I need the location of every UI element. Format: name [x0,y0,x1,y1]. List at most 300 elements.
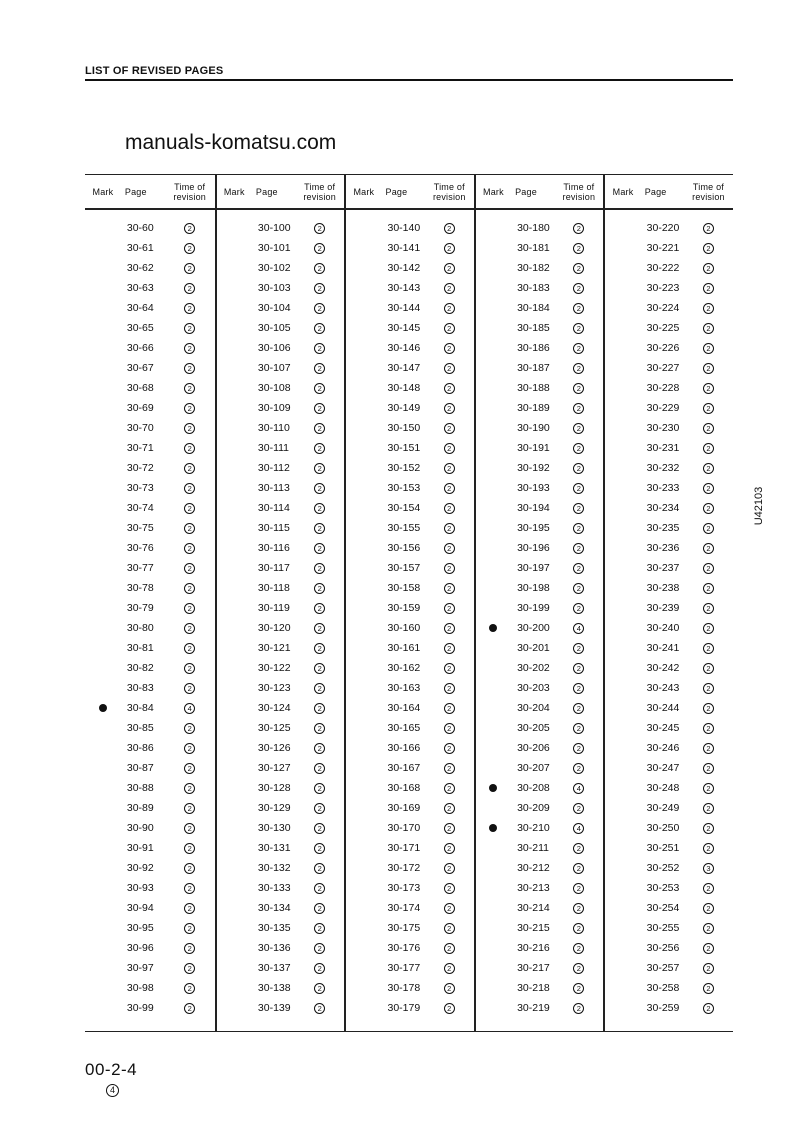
page-cell: 30-178 [387,982,421,994]
revision-cell [684,683,733,694]
table-row [476,298,604,318]
revision-number-circle: 2 [314,863,325,874]
revision-number-circle: 2 [314,483,325,494]
page-cell: 30-154 [387,502,421,514]
page-cell: 30-82 [126,662,154,674]
table-row [605,318,733,338]
header-mark: Mark [483,186,504,197]
revision-cell [425,923,474,934]
revision-number-circle: 2 [573,803,584,814]
table-row [605,778,733,798]
page-cell: 30-219 [517,1002,550,1014]
revision-cell [425,243,474,254]
table-row [476,738,604,758]
revision-cell [165,863,215,874]
revision-cell [684,923,733,934]
revision-cell [554,863,603,874]
table-row [217,638,345,658]
revision-cell [295,343,344,354]
page-cell: 30-163 [387,682,421,694]
revision-cell [165,723,215,734]
page-cell: 30-223 [646,282,680,294]
revision-number-circle: 2 [573,543,584,554]
page-cell: 30-198 [517,582,550,594]
header-page: Page [644,186,667,197]
revision-cell [165,843,215,854]
page-cell: 30-136 [257,942,291,954]
revision-number-circle: 2 [703,623,714,634]
page-cell: 30-244 [646,702,680,714]
revision-number-circle: 2 [444,243,455,254]
table-row [217,478,345,498]
revision-cell [554,703,603,714]
revision-number-circle: 2 [573,703,584,714]
page-cell: 30-164 [387,702,421,714]
revision-cell [425,523,474,534]
revision-number-circle: 2 [444,383,455,394]
header-mark: Mark [353,186,375,197]
revision-number-circle: 2 [314,463,325,474]
revision-cell [684,383,733,394]
table-row [217,778,345,798]
table-row [605,498,733,518]
revision-number-circle: 2 [184,883,195,894]
page-cell: 30-102 [257,262,291,274]
revision-cell [295,1003,344,1014]
revision-number-circle: 2 [314,663,325,674]
table-row [476,678,604,698]
page-cell: 30-242 [646,662,680,674]
revision-cell [684,703,733,714]
revision-cell [425,643,474,654]
revision-cell [684,463,733,474]
revision-number-circle: 2 [444,603,455,614]
page-cell: 30-74 [126,502,154,514]
page-cell: 30-112 [257,462,290,474]
revision-number-circle: 2 [444,423,455,434]
revision-cell [295,503,344,514]
revision-number-circle: 2 [703,823,714,834]
table-row [346,498,474,518]
page-cell: 30-231 [646,442,680,454]
revision-cell [554,743,603,754]
revision-cell [554,363,603,374]
revision-cell [295,783,344,794]
revision-number-circle: 2 [314,503,325,514]
revision-number-circle: 2 [444,343,455,354]
revision-number-circle: 2 [314,243,325,254]
page-cell: 30-100 [257,222,291,234]
revision-number-circle: 2 [703,923,714,934]
table-row [85,738,215,758]
table-row [605,678,733,698]
table-row [85,418,215,438]
table-row [605,558,733,578]
page-cell: 30-157 [387,562,421,574]
revision-cell [165,503,215,514]
table-row [476,418,604,438]
revision-number-circle: 2 [444,803,455,814]
table-row [346,938,474,958]
revision-number-circle: 2 [314,783,325,794]
revision-number-circle: 2 [573,683,584,694]
revision-number-circle: 2 [444,303,455,314]
page-cell: 30-140 [387,222,421,234]
page-cell: 30-251 [646,842,680,854]
revision-number-circle: 2 [703,783,714,794]
revision-cell [554,1003,603,1014]
table-row [85,498,215,518]
revision-cell [425,383,474,394]
revision-cell [684,223,733,234]
revision-mark-dot [489,784,497,792]
revision-cell [425,623,474,634]
revision-number-circle: 2 [703,363,714,374]
page-cell: 30-247 [646,762,680,774]
page-cell: 30-187 [517,362,550,374]
page-cell: 30-196 [517,542,550,554]
page-cell: 30-88 [126,782,154,794]
table-row [217,978,345,998]
page-cell: 30-216 [517,942,550,954]
table-row [217,538,345,558]
table-row [476,378,604,398]
page-cell: 30-167 [387,762,421,774]
revision-number-circle: 2 [573,443,584,454]
table-row [85,278,215,298]
revision-cell [684,483,733,494]
table-row [85,478,215,498]
footer-revision-circle: 4 [106,1084,119,1097]
page-cell: 30-220 [646,222,680,234]
table-row [476,478,604,498]
page-cell: 30-210 [517,822,550,834]
revision-number-circle: 2 [573,423,584,434]
revision-number-circle: 2 [444,703,455,714]
table-row [217,878,345,898]
table-row [85,718,215,738]
table-row [85,998,215,1018]
page-cell: 30-243 [646,682,680,694]
revision-cell [684,983,733,994]
column-header [476,175,604,210]
table-row [217,798,345,818]
page-cell: 30-129 [257,802,291,814]
revision-cell [165,363,215,374]
page-cell: 30-222 [646,262,680,274]
page-cell: 30-149 [387,402,421,414]
revision-cell [554,283,603,294]
revision-cell [554,883,603,894]
page-cell: 30-133 [257,882,291,894]
revision-number-circle: 2 [703,423,714,434]
revision-cell [425,323,474,334]
page-cell: 30-143 [387,282,421,294]
revision-number-circle: 2 [703,463,714,474]
revision-cell [295,743,344,754]
revision-number-circle: 2 [573,483,584,494]
table-row [346,258,474,278]
revision-cell [684,723,733,734]
header-mark: Mark [612,186,634,197]
header-page: Page [515,186,537,197]
table-row [476,698,604,718]
page-cell: 30-68 [126,382,154,394]
table-row [605,518,733,538]
revision-number-circle: 2 [703,903,714,914]
header-time-of-revision: Time of revision [432,181,466,202]
table-row [217,258,345,278]
revision-cell [425,283,474,294]
table-row [217,218,345,238]
page-cell: 30-177 [387,962,421,974]
page-cell: 30-85 [126,722,154,734]
page-cell: 30-200 [517,622,550,634]
revision-cell [425,683,474,694]
table-row [605,238,733,258]
table-row [217,498,345,518]
page-cell: 30-258 [646,982,680,994]
revision-number-circle: 2 [444,663,455,674]
table-row [476,518,604,538]
revision-cell [295,583,344,594]
page-cell: 30-114 [257,502,290,514]
page-cell: 30-126 [257,742,291,754]
table-row [217,598,345,618]
revision-cell [425,363,474,374]
page-cell: 30-72 [126,462,154,474]
revision-cell [425,723,474,734]
table-row [605,458,733,478]
revision-cell [425,1003,474,1014]
table-row [85,658,215,678]
table-row [85,238,215,258]
page-cell: 30-77 [126,562,154,574]
revision-number-circle: 2 [573,463,584,474]
table-row [605,298,733,318]
page-cell: 30-181 [517,242,550,254]
revision-number-circle: 2 [444,443,455,454]
table-row [85,898,215,918]
page-cell: 30-81 [126,642,154,654]
page-cell: 30-239 [646,602,680,614]
table-row [346,898,474,918]
revision-cell [295,283,344,294]
table-row [605,938,733,958]
page-cell: 30-238 [646,582,680,594]
page-cell: 30-139 [257,1002,291,1014]
page-cell: 30-254 [646,902,680,914]
revision-cell [684,823,733,834]
table-row [605,218,733,238]
revision-number-circle: 2 [573,363,584,374]
table-row [476,598,604,618]
revision-number-circle: 2 [314,883,325,894]
revision-cell [165,603,215,614]
revision-number-circle: 2 [314,543,325,554]
table-row [217,418,345,438]
page-cell: 30-217 [517,962,550,974]
table-row [346,638,474,658]
revision-cell [425,863,474,874]
revision-number-circle: 2 [314,523,325,534]
table-row [85,218,215,238]
revision-number-circle: 2 [184,763,195,774]
page-cell: 30-122 [257,662,291,674]
page-cell: 30-125 [257,722,291,734]
revision-cell [165,783,215,794]
footer-page-number: 00-2-4 [85,1060,138,1079]
revision-number-circle: 2 [573,863,584,874]
revision-cell [165,223,215,234]
page-cell: 30-184 [517,302,550,314]
table-row [605,998,733,1018]
table-row [217,398,345,418]
page-cell: 30-107 [257,362,291,374]
table-row [346,378,474,398]
page-cell: 30-252 [646,862,680,874]
revision-cell [554,943,603,954]
revision-mark-dot [99,704,107,712]
page-cell: 30-118 [257,582,290,594]
revision-number-circle: 2 [444,763,455,774]
table-row [605,578,733,598]
page-cell: 30-191 [517,442,550,454]
revision-cell [425,423,474,434]
page-cell: 30-224 [646,302,680,314]
table-row [346,998,474,1018]
revision-cell [425,503,474,514]
revision-cell [554,903,603,914]
page-cell: 30-204 [517,702,550,714]
page-cell: 30-106 [257,342,291,354]
table-row [85,438,215,458]
table-row [476,338,604,358]
table-row [346,598,474,618]
table-row [85,258,215,278]
page-cell: 30-83 [126,682,154,694]
revision-number-circle: 4 [573,623,584,634]
revision-number-circle: 2 [573,1003,584,1014]
header-mark: Mark [92,186,114,197]
revision-cell [684,763,733,774]
table-row [85,958,215,978]
table-row [217,818,345,838]
revision-number-circle: 2 [573,383,584,394]
page-cell: 30-66 [126,342,154,354]
table-row [346,918,474,938]
revision-cell [684,803,733,814]
revision-number-circle: 2 [703,983,714,994]
revision-cell [295,963,344,974]
revision-cell [165,523,215,534]
page-cell: 30-117 [257,562,290,574]
table-row [217,458,345,478]
revision-number-circle: 2 [184,363,195,374]
table-row [217,298,345,318]
page-cell: 30-240 [646,622,680,634]
revision-cell [554,803,603,814]
revision-cell [684,343,733,354]
page-cell: 30-213 [517,882,550,894]
header-mark: Mark [223,186,245,197]
table-row [476,238,604,258]
table-row [85,558,215,578]
table-row [476,718,604,738]
table-row [605,858,733,878]
revision-cell [295,663,344,674]
page-cell: 30-160 [387,622,421,634]
revision-cell [425,263,474,274]
table-row [476,278,604,298]
revision-number-circle: 2 [573,223,584,234]
revision-number-circle: 2 [314,743,325,754]
revision-cell [425,883,474,894]
revision-cell [165,243,215,254]
revision-number-circle: 2 [573,763,584,774]
revision-cell [165,943,215,954]
page-cell: 30-168 [387,782,421,794]
revision-cell [165,1003,215,1014]
table-row [346,978,474,998]
revision-number-circle: 2 [314,563,325,574]
table-row [605,758,733,778]
table-row [85,338,215,358]
revision-cell [295,843,344,854]
table-row [346,818,474,838]
header-page: Page [385,186,408,197]
header-time-of-revision: Time of revision [562,181,596,202]
page-cell: 30-141 [387,242,421,254]
page-title: LIST OF REVISED PAGES [85,65,224,77]
page-cell: 30-209 [517,802,550,814]
revision-number-circle: 2 [573,943,584,954]
page-cell: 30-195 [517,522,550,534]
table-row [85,698,215,718]
page-cell: 30-111 [257,442,290,454]
revision-number-circle: 2 [184,323,195,334]
page-cell: 30-110 [257,422,290,434]
page-cell: 30-95 [126,922,154,934]
page-cell: 30-119 [257,602,290,614]
page-cell: 30-199 [517,602,550,614]
table-row [605,798,733,818]
revision-number-circle: 2 [703,643,714,654]
page-cell: 30-176 [387,942,421,954]
revision-number-circle: 2 [184,543,195,554]
revision-number-circle: 2 [184,643,195,654]
page-cell: 30-127 [257,762,291,774]
table-row [476,958,604,978]
revision-number-circle: 2 [703,943,714,954]
page-cell: 30-145 [387,322,421,334]
revision-cell [554,583,603,594]
page-cell: 30-151 [387,442,421,454]
page-cell: 30-179 [387,1002,421,1014]
table-row [346,238,474,258]
revision-number-circle: 2 [184,563,195,574]
revision-number-circle: 2 [314,1003,325,1014]
revision-number-circle: 2 [444,563,455,574]
table-row [476,638,604,658]
table-row [605,898,733,918]
revision-cell [295,543,344,554]
revision-cell [295,883,344,894]
page-cell: 30-134 [257,902,291,914]
page-cell: 30-121 [257,642,291,654]
page-cell: 30-208 [517,782,550,794]
revision-cell [425,663,474,674]
